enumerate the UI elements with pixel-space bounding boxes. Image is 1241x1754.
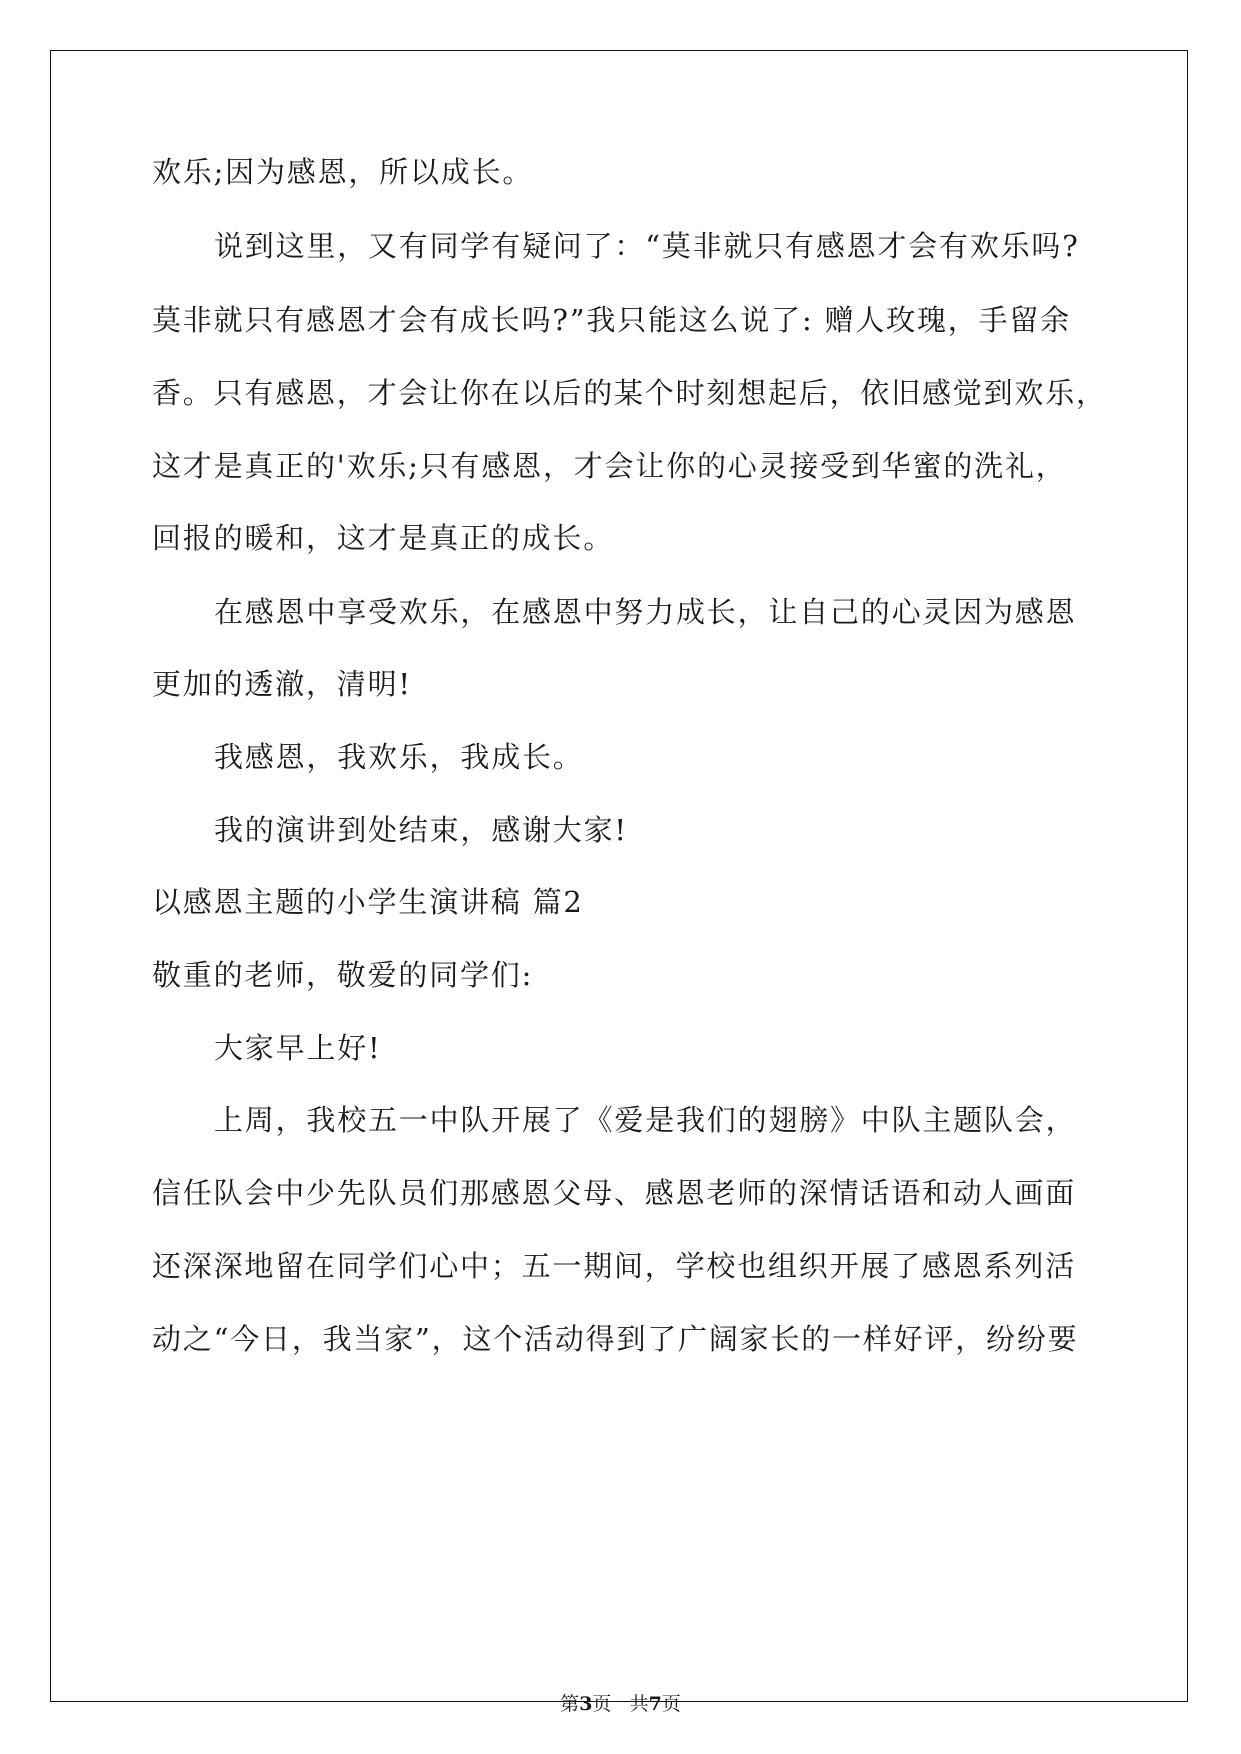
text-line: 还深深地留在同学们心中；五一期间，学校也组织开展了感恩系列活 [152, 1249, 1077, 1283]
text-line: 信任队会中少先队员们那感恩父母、感恩老师的深情话语和动人画面 [152, 1176, 1077, 1210]
text-line: 欢乐;因为感恩，所以成长。 [152, 155, 534, 189]
text-line: 香。只有感恩，才会让你在以后的某个时刻想起后，依旧感觉到欢乐， [152, 376, 1107, 410]
text-line: 在感恩中享受欢乐，在感恩中努力成长，让自己的心灵因为感恩 [214, 595, 1077, 629]
salutation: 敬重的老师，敬爱的同学们: [152, 958, 534, 992]
page-border [50, 50, 1188, 1702]
total-suffix: 页 [661, 1693, 681, 1715]
text-line: 我的演讲到处结束，感谢大家! [214, 813, 628, 847]
section-heading: 以感恩主题的小学生演讲稿 篇2 [152, 885, 584, 919]
text-line: 这才是真正的'欢乐;只有感恩，才会让你的心灵接受到华蜜的洗礼， [152, 449, 1067, 483]
text-line: 更加的透澈，清明! [152, 667, 412, 701]
total-prefix: 共 [629, 1693, 649, 1715]
page-number: 3 [579, 1693, 593, 1715]
text-line: 上周，我校五一中队开展了《爱是我们的翅膀》中队主题队会， [214, 1103, 1077, 1137]
text-line: 我感恩，我欢乐，我成长。 [214, 740, 584, 774]
text-line: 回报的暖和，这才是真正的成长。 [152, 521, 615, 555]
text-line: 莫非就只有感恩才会有成长吗?”我只能这么说了: 赠人玫瑰，手留余 [152, 303, 1071, 337]
text-line: 动之“今日，我当家”，这个活动得到了广阔家长的一样好评，纷纷要 [152, 1322, 1079, 1356]
text-line: 说到这里，又有同学有疑问了：“莫非就只有感恩才会有欢乐吗? [214, 229, 1080, 263]
total-pages: 7 [648, 1693, 662, 1715]
page-suffix: 页 [592, 1693, 612, 1715]
greeting: 大家早上好! [214, 1031, 382, 1065]
page-prefix: 第 [560, 1693, 580, 1715]
page-footer [0, 1689, 1241, 1716]
